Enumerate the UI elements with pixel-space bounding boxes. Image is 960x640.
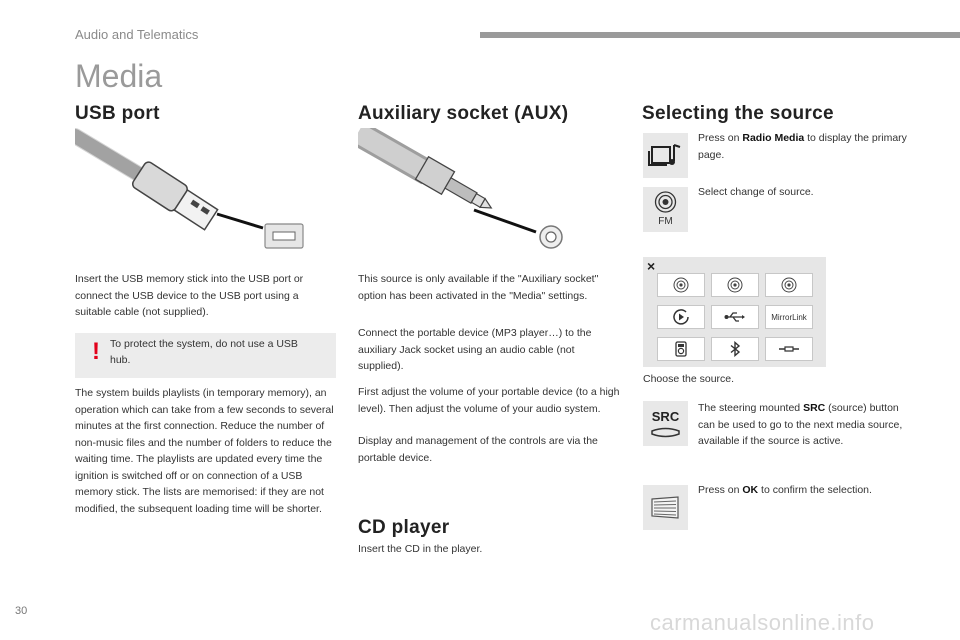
src-steering-button	[643, 401, 688, 446]
source-step3-text: Choose the source.	[643, 373, 735, 385]
cd-section-title: CD player	[358, 517, 450, 538]
aux-connect-text: Connect the portable device (MP3 player…) to the auxiliary Jack socket using an audio cable (not supplied).	[358, 327, 592, 372]
cd-text: Insert the CD in the player.	[358, 543, 483, 555]
source-mirrorlink	[765, 305, 813, 329]
bluetooth-icon	[729, 341, 741, 357]
change-source-button	[643, 187, 688, 232]
source-aux	[765, 337, 813, 361]
aux-volume-text: First adjust the volume of your portable device (to a high level). Then adjust the volume of your audio system.	[358, 386, 620, 415]
radio-wave-icon	[643, 187, 688, 217]
rocker-icon	[650, 427, 681, 439]
radio-media-icon	[643, 133, 688, 178]
close-icon: ×	[647, 258, 656, 274]
radio-wave-icon	[726, 276, 744, 294]
source-section-title: Selecting the source	[642, 103, 834, 124]
ok-button	[643, 485, 688, 530]
radio-media-button	[643, 133, 688, 178]
aux-section-title: Auxiliary socket (AUX)	[358, 103, 569, 124]
usb-playlist-text: The system builds playlists (in temporary memory), an operation which can take from a few seconds to several minutes at the first connection. Reduce the number of non-music files and the number of folders to reduce the waiting time. The playlists are updated every time the ignition is switched off or on connection of a USB memory stick. The lists are memorised: if they are not modified, the subsequent loading time will be shorter.	[75, 387, 334, 515]
source-usb	[711, 305, 759, 329]
source-step2-text: Select change of source.	[698, 186, 814, 198]
source-radio-2	[711, 273, 759, 297]
src-label: SRC	[651, 409, 680, 424]
usb-plug-illustration	[75, 128, 315, 253]
radio-wave-icon	[780, 276, 798, 294]
source-selection-panel	[643, 257, 826, 367]
media-player-icon	[675, 341, 687, 357]
jack-plug-illustration	[358, 128, 588, 253]
source-media-player	[657, 337, 705, 361]
source-radio-1	[657, 273, 705, 297]
jack-icon	[778, 344, 800, 354]
page-number: 30	[15, 605, 28, 617]
source-step4-text: The steering mounted SRC (source) button can be used to go to the next media source, available if the source is active.	[698, 402, 903, 447]
disc-play-icon	[672, 308, 690, 326]
warning-icon: !	[92, 338, 100, 365]
fm-label: FM	[658, 216, 673, 227]
ok-dial-icon	[643, 485, 688, 530]
usb-section-title: USB port	[75, 103, 160, 124]
radio-wave-icon	[672, 276, 690, 294]
section-header-label: Audio and Telematics	[75, 27, 199, 42]
usb-icon	[724, 310, 746, 324]
page-title: Media	[75, 58, 163, 94]
source-bluetooth	[711, 337, 759, 361]
source-cd	[657, 305, 705, 329]
source-step5-text: Press on OK to confirm the selection.	[698, 484, 872, 496]
source-radio-3	[765, 273, 813, 297]
aux-availability-text: This source is only available if the "Auxiliary socket" option has been activated in the "Media" settings.	[358, 273, 599, 302]
aux-controls-text: Display and management of the controls are via the portable device.	[358, 435, 598, 464]
usb-intro-text: Insert the USB memory stick into the USB port or connect the USB device to the USB port using a suitable cable (not supplied).	[75, 273, 304, 318]
mirrorlink-label: MirrorLink	[771, 312, 807, 322]
header-bar	[480, 32, 960, 38]
watermark: carmanualsonline.info	[650, 610, 875, 635]
source-step1-text: Press on Radio Media to display the primary page.	[698, 132, 907, 161]
usb-warning-text: To protect the system, do not use a USB hub.	[110, 338, 298, 366]
